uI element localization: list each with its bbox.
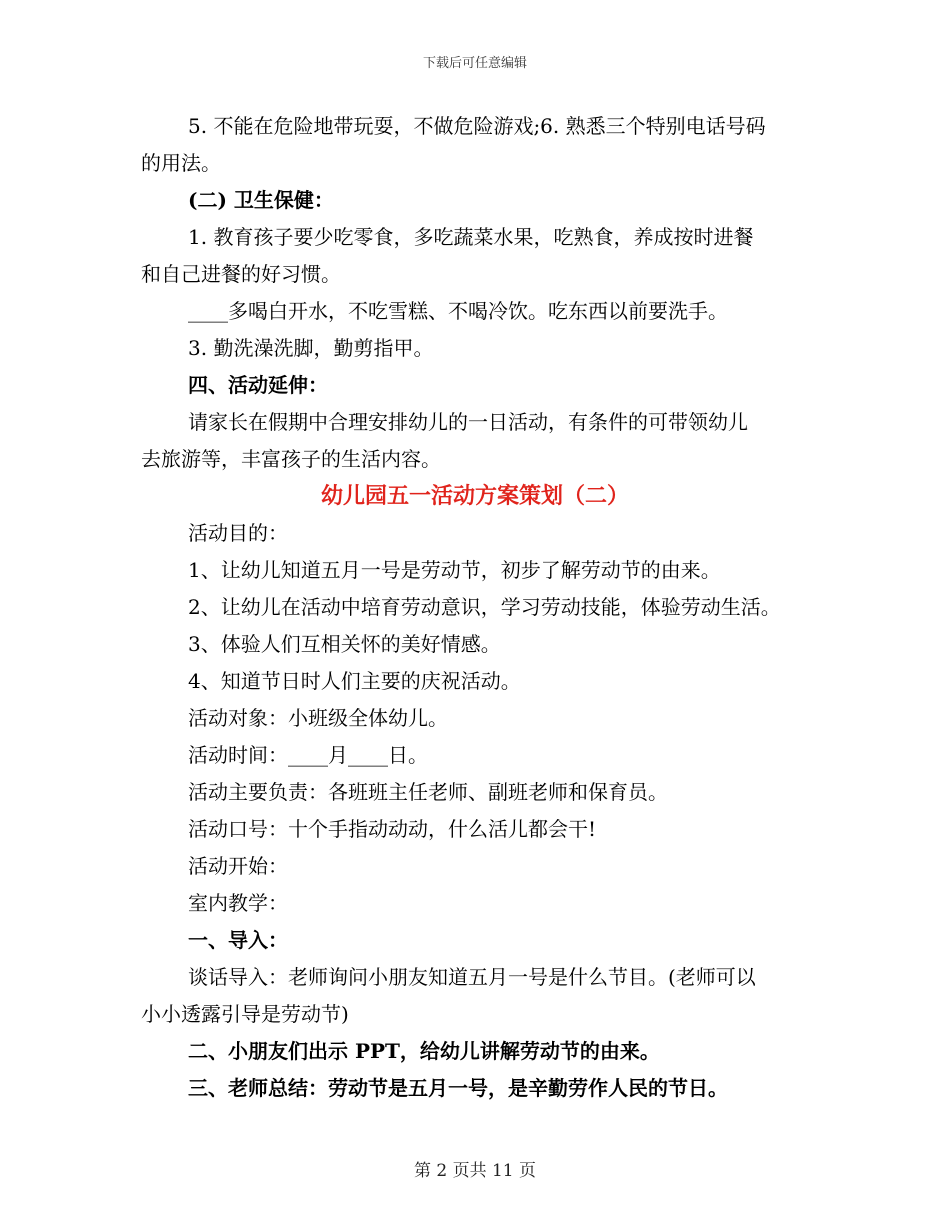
paragraph: 活动目的： xyxy=(188,521,288,545)
list-item: 3、体验人们互相关怀的美好情感。 xyxy=(188,632,501,656)
section-heading: 二、小朋友们出示 PPT，给幼儿讲解劳动节的由来。 xyxy=(188,1039,660,1063)
paragraph: 小小透露引导是劳动节) xyxy=(141,1002,349,1026)
paragraph: 去旅游等，丰富孩子的生活内容。 xyxy=(141,447,441,471)
page-header: 下载后可任意编辑 xyxy=(422,56,527,71)
section-heading: 三、老师总结：劳动节是五月一号，是辛勤劳作人民的节日。 xyxy=(188,1076,728,1100)
paragraph: 活动主要负责：各班班主任老师、副班老师和保育员。 xyxy=(188,780,668,804)
document-body xyxy=(141,108,821,1107)
paragraph: 谈话导入：老师询问小朋友知道五月一号是什么节目。(老师可以 xyxy=(188,965,756,989)
paragraph: 室内教学： xyxy=(188,891,288,915)
paragraph: 请家长在假期中合理安排幼儿的一日活动，有条件的可带领幼儿 xyxy=(188,410,748,434)
list-item: 4、知道节日时人们主要的庆祝活动。 xyxy=(188,669,521,693)
paragraph: 活动对象：小班级全体幼儿。 xyxy=(188,706,448,730)
page-footer: 第 2 页共 11 页 xyxy=(413,1161,537,1181)
section-heading: 四、活动延伸： xyxy=(188,373,328,397)
document-title: 幼儿园五一活动方案策划（二） xyxy=(320,483,629,509)
section-heading: 一、导入： xyxy=(188,928,288,952)
paragraph: 5. 不能在危险地带玩耍，不做危险游戏;6. 熟悉三个特别电话号码 xyxy=(188,114,766,138)
list-item: 2、让幼儿在活动中培育劳动意识，学习劳动技能，体验劳动生活。 xyxy=(188,595,781,619)
paragraph: 3. 勤洗澡洗脚，勤剪指甲。 xyxy=(188,336,434,360)
paragraph: ____多喝白开水，不吃雪糕、不喝冷饮。吃东西以前要洗手。 xyxy=(188,299,728,323)
section-heading: (二) 卫生保健： xyxy=(188,188,334,212)
paragraph: 活动时间：____月____日。 xyxy=(188,743,428,767)
paragraph: 和自己进餐的好习惯。 xyxy=(141,262,341,286)
paragraph: 活动开始： xyxy=(188,854,288,878)
paragraph: 的用法。 xyxy=(141,151,221,175)
list-item: 1、让幼儿知道五月一号是劳动节，初步了解劳动节的由来。 xyxy=(188,558,721,582)
paragraph: 1. 教育孩子要少吃零食，多吃蔬菜水果，吃熟食，养成按时进餐 xyxy=(188,225,754,249)
paragraph: 活动口号：十个手指动动动，什么活儿都会干! xyxy=(188,817,597,841)
